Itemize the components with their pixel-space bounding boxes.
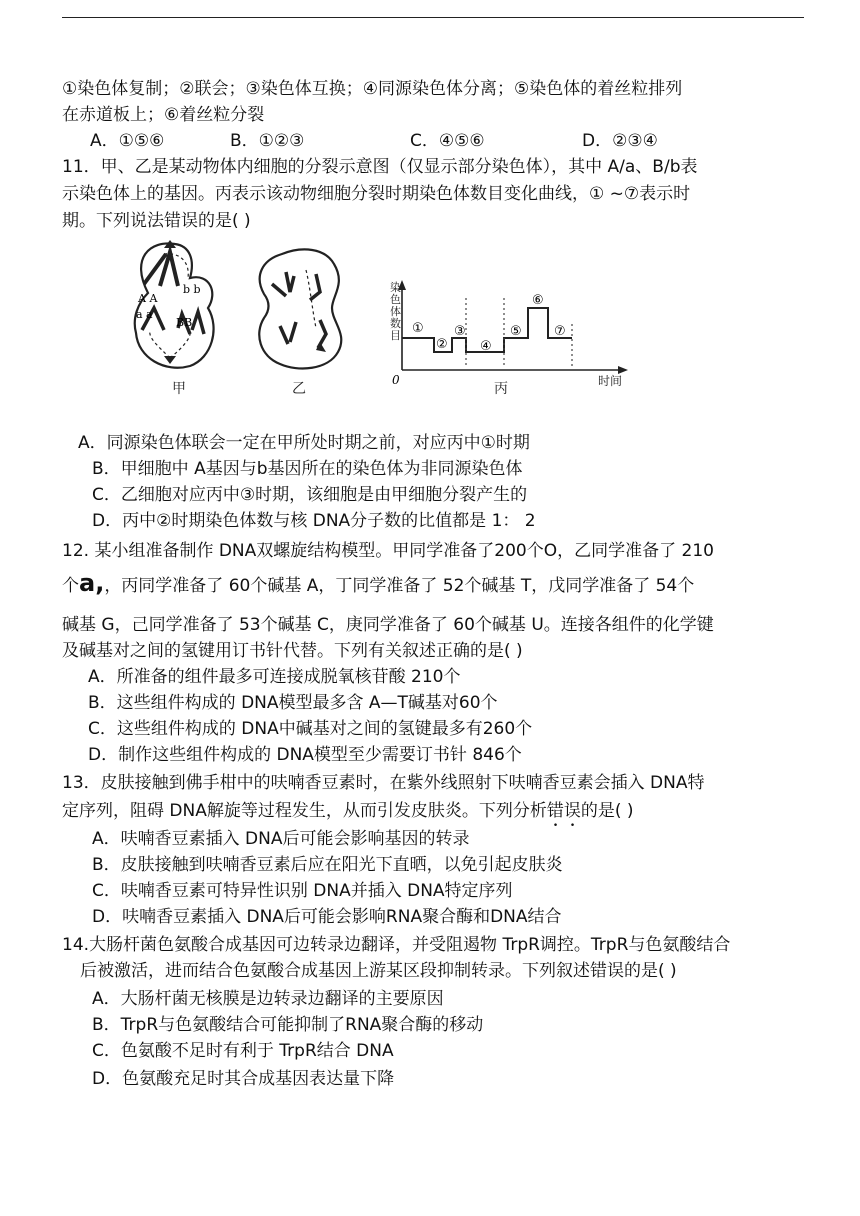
- q10-option-a: A．①⑤⑥: [90, 131, 165, 151]
- q13-line1: 13．皮肤接触到佛手柑中的呋喃香豆素时，在紫外线照射下呋喃香豆素会插入 DNA特: [62, 773, 705, 793]
- q12-option-a: A．所准备的组件最多可连接成脱氧核苷酸 210个: [88, 667, 461, 687]
- q12-option-b: B．这些组件构成的 DNA模型最多含 A—T碱基对60个: [88, 693, 498, 713]
- q14-option-d: D．色氨酸充足时其合成基因表达量下降: [92, 1069, 395, 1089]
- q11-stem-line1: 11．甲、乙是某动物体内细胞的分裂示意图（仅显示部分染色体），其中 A/a、B/b表: [62, 157, 698, 177]
- q12-option-d: D．制作这些组件构成的 DNA模型至少需要订书针 846个: [88, 745, 522, 765]
- chart-xlabel: 时间: [598, 374, 623, 388]
- cell-yi-label: 乙: [292, 381, 306, 397]
- q10-option-d: D．②③④: [582, 131, 658, 151]
- q12-line2-big: a,: [79, 569, 105, 597]
- q11-stem-line3: 期。下列说法错误的是( ): [62, 211, 251, 231]
- q12-line2-post: ，丙同学准备了 60个碱基 A，丁同学准备了 52个碱基 T，戊同学准备了 54个: [104, 576, 695, 596]
- q11-figure-svg: [120, 238, 640, 398]
- q14-option-c: C．色氨酸不足时有利于 TrpR结合 DNA: [92, 1041, 394, 1061]
- q11-option-c: C．乙细胞对应丙中③时期，该细胞是由甲细胞分裂产生的: [92, 485, 528, 505]
- q11-figure: [120, 238, 640, 398]
- q14-line2: 后被激活，进而结合色氨酸合成基因上游某区段抑制转录。下列叙述错误的是( ): [80, 961, 677, 981]
- stage-7: ⑦: [554, 324, 566, 339]
- q10-stem-line1: ①染色体复制；②联会；③染色体互换；④同源染色体分离；⑤染色体的着丝粒排列: [62, 79, 683, 99]
- q13-option-c: C．呋喃香豆素可特异性识别 DNA并插入 DNA特定序列: [92, 881, 513, 901]
- q10-option-b: B．①②③: [230, 131, 305, 151]
- q14-option-a: A．大肠杆菌无核膜是边转录边翻译的主要原因: [92, 989, 444, 1009]
- cell-jia-label: 甲: [172, 381, 186, 397]
- q11-option-d: D．丙中②时期染色体数与核 DNA分子数的比值都是 1： 2: [92, 511, 536, 531]
- gene-aa: a a: [136, 308, 153, 321]
- chart-origin: 0: [392, 373, 400, 387]
- q10-option-c: C．④⑤⑥: [410, 131, 485, 151]
- q11-option-a: A．同源染色体联会一定在甲所处时期之前，对应丙中①时期: [78, 433, 530, 453]
- q13-option-a: A．呋喃香豆素插入 DNA后可能会影响基因的转录: [92, 829, 470, 849]
- q13-emphasis: 错误: [546, 801, 581, 821]
- stage-1: ①: [412, 321, 424, 336]
- q12-line1: 12. 某小组准备制作 DNA双螺旋结构模型。甲同学准备了200个O，乙同学准备了 210: [62, 541, 714, 561]
- q10-stem-line2: 在赤道板上；⑥着丝粒分裂: [62, 105, 265, 125]
- gene-bb: b b: [183, 283, 201, 296]
- q14-line1: 14.大肠杆菌色氨酸合成基因可边转录边翻译，并受阻遏物 TrpR调控。TrpR与色氨酸结合: [62, 935, 731, 955]
- q13-option-d: D．呋喃香豆素插入 DNA后可能会影响RNA聚合酶和DNA结合: [92, 907, 562, 927]
- q13-option-b: B．皮肤接触到呋喃香豆素后应在阳光下直晒，以免引起皮肤炎: [92, 855, 563, 875]
- gene-AA: A A: [138, 292, 158, 305]
- stage-2: ②: [436, 337, 448, 352]
- chart-bing-label: 丙: [494, 381, 508, 397]
- cell-yi: [259, 249, 341, 368]
- chart-ylabel: 染色体数目: [390, 281, 401, 342]
- q13-line2-pre: 定序列，阻碍 DNA解旋等过程发生，从而引发皮肤炎。下列分析: [62, 801, 547, 821]
- stage-5: ⑤: [510, 324, 522, 339]
- stage-4: ④: [480, 339, 492, 354]
- q12-line4: 及碱基对之间的氢键用订书针代替。下列有关叙述正确的是( ): [62, 641, 523, 661]
- stage-6: ⑥: [532, 293, 544, 308]
- q12-option-c: C．这些组件构成的 DNA中碱基对之间的氢键最多有260个: [88, 719, 533, 739]
- stage-3: ③: [454, 324, 466, 339]
- q12-line3: 碱基 G，己同学准备了 53个碱基 C，庚同学准备了 60个碱基 U。连接各组件的化学键: [62, 615, 714, 635]
- q12-line2: [62, 569, 695, 597]
- q12-line2-pre: 个: [62, 576, 79, 596]
- q13-line2-post: 的是( ): [580, 801, 634, 821]
- q14-option-b: B．TrpR与色氨酸结合可能抑制了RNA聚合酶的移动: [92, 1015, 484, 1035]
- header-rule: [62, 17, 804, 18]
- gene-BB: BB: [176, 316, 193, 329]
- q13-line2: [62, 800, 634, 831]
- q11-option-b: B．甲细胞中 A基因与b基因所在的染色体为非同源染色体: [92, 459, 523, 479]
- q11-stem-line2: 示染色体上的基因。丙表示该动物细胞分裂时期染色体数目变化曲线，① ~⑦表示时: [62, 184, 691, 204]
